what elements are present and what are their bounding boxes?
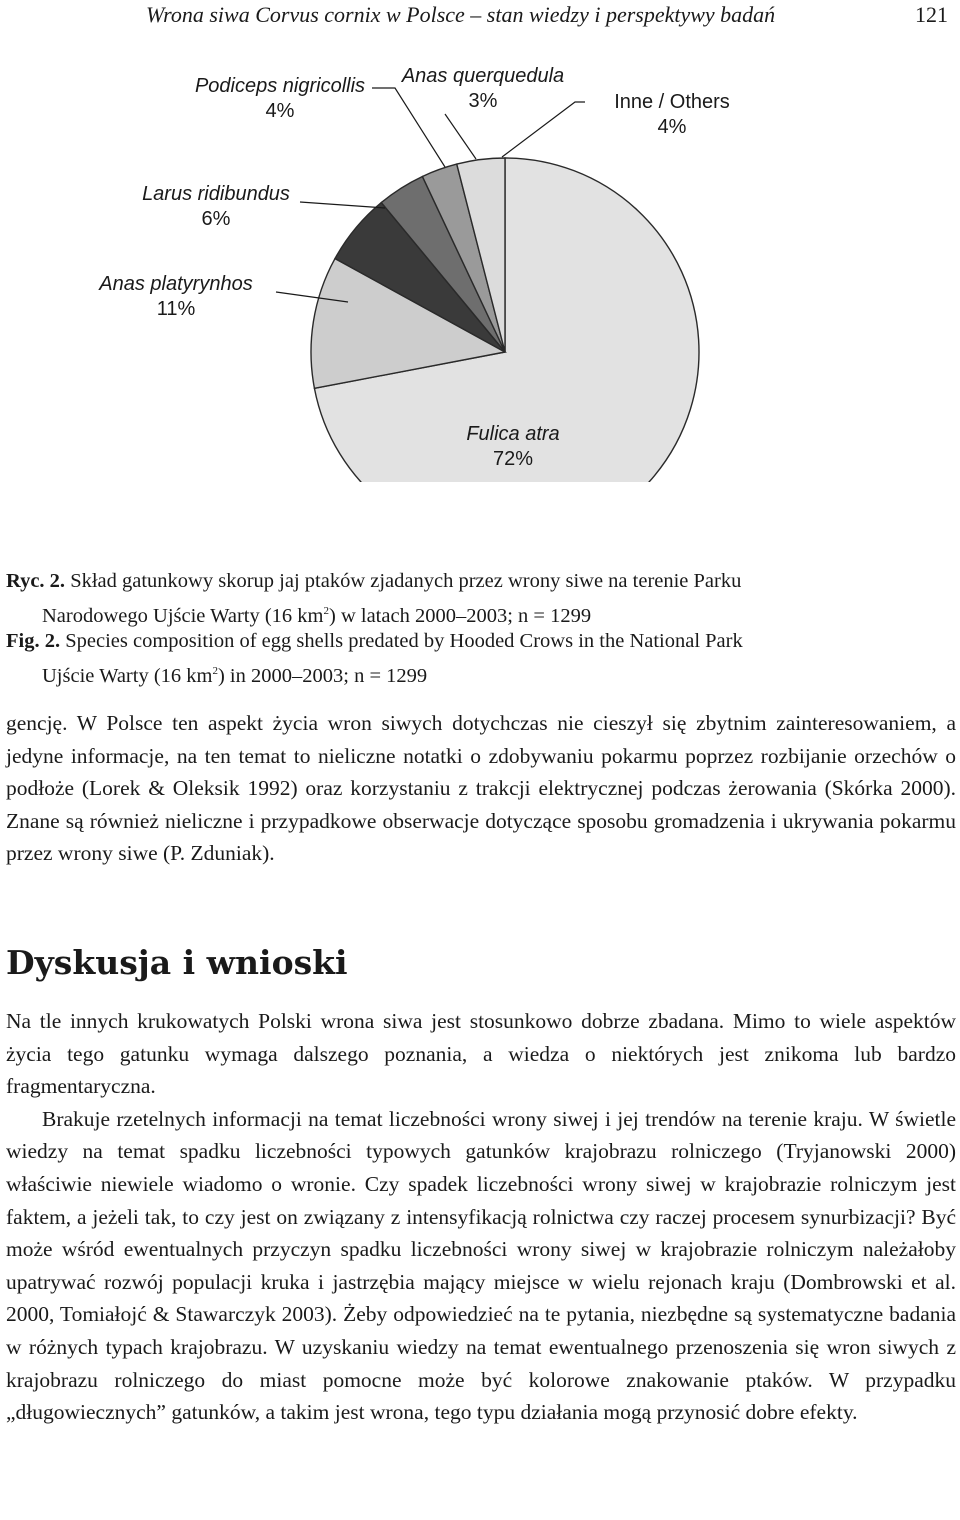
slice-label-anas-platyrynhos: Anas platyrynhos [99, 273, 253, 295]
pie-chart [0, 52, 960, 482]
running-title: Wrona siwa Corvus cornix w Polsce – stan wiedzy i perspektywy badań [146, 2, 776, 27]
caption-en-line1: Species composition of egg shells predated by Hooded Crows in the National Park [65, 630, 743, 652]
caption-pl-line1: Skład gatunkowy skorup jaj ptaków zjadanych przez wrony siwe na terenie Parku [70, 570, 742, 592]
slice-value-fulica-atra: 72% [492, 448, 534, 470]
leader-line-anas-querquedula [445, 114, 476, 159]
caption-en-line2a: Ujście Warty (16 km [42, 665, 213, 687]
caption-en-number: Fig. 2. [6, 630, 61, 652]
figure-caption-en [6, 626, 956, 691]
slice-label-podiceps-nigricollis: Podiceps nigricollis [194, 75, 366, 97]
caption-en-sup: 2 [212, 665, 218, 677]
body-paragraph-1 [6, 707, 956, 870]
body-paragraphs [6, 1005, 956, 1429]
slice-value-podiceps-nigricollis: 4% [265, 100, 295, 122]
slice-value-anas-querquedula: 3% [468, 90, 498, 112]
slice-value-larus-ridibundus: 6% [201, 208, 231, 230]
slice-value-inne-others: 4% [657, 116, 687, 138]
paragraph-1: gencję. W Polsce ten aspekt życia wron siwych dotychczas nie cieszył się zbytnim zainteresowaniem, a jedyne informacje, na ten temat to nieliczne notatki o zdobywaniu pokarmu poprzez rozbijanie orzechów o podłoże (Lorek & Oleksik 1992) oraz korzystaniu z trakcji elektrycznej podczas żerowania (Skórka 2000). Znane są również nieliczne i przypadkowe obserwacje dotyczące sposobu gromadzenia i ukrywania pokarmu przez wrony siwe (P. Zduniak). [6, 711, 956, 866]
slice-label-larus-ridibundus: Larus ridibundus [142, 183, 290, 205]
slice-label-inne-others: Inne / Others [614, 91, 730, 113]
paragraph-3: Brakuje rzetelnych informacji na temat liczebności wrony siwej i jej trendów na terenie kraju. W świetle wiedzy na temat spadku liczebności typowych gatunków krajobrazu rolniczego (Tryjanowski 2000) właściwie niewiele wiadomo o wronie. Czy spadek liczebności wrony siwej w krajobrazie rolniczym jest faktem, a jeżeli tak, to czy jest on związany z intensyfikacją rolnictwa czy raczej procesem synurbizacji? Być może wśród ewentualnych przyczyn spadku liczebności wrony siwej w krajobrazie rolniczym należałoby upatrywać rozwój populacji kruka i jastrzębia mający miejsce w wielu rejonach kraju (Dombrowski et al. 2000, Tomiałojć & Stawarczyk 2003). Żeby odpowiedzieć na te pytania, niezbędne są systematyczne badania w różnych typach krajobrazu. W uzyskaniu wiedzy na temat ewentualnego przenoszenia się wron siwych z krajobrazu rolniczego do miast pomocne może być kolorowe znakowanie ptaków. W przypadku „długowiecznych” gatunków, a takim jest wrona, tego typu działania mogą przynosić dobre efekty. [6, 1106, 956, 1425]
caption-en-line2b: ) in 2000–2003; n = 1299 [217, 665, 428, 687]
caption-pl-line2b: ) w latach 2000–2003; n = 1299 [329, 605, 592, 627]
caption-pl-line2a: Narodowego Ujście Warty (16 km [42, 605, 324, 627]
caption-pl-sup: 2 [323, 605, 329, 617]
page-header [0, 0, 960, 36]
leader-line-larus-ridibundus [300, 202, 385, 208]
paragraph-2: Na tle innych krukowatych Polski wrona siwa jest stosunkowo dobrze zbadana. Mimo to wiele aspektów życia tego gatunku wymaga dalszego poznania, a wiedza o niektórych jest znikoma lub bardzo fragmentaryczna. [6, 1009, 956, 1099]
leader-line-podiceps-nigricollis [372, 88, 445, 167]
section-heading: Dyskusja i wnioski [6, 943, 348, 982]
page-number: 121 [915, 2, 948, 27]
slice-value-anas-platyrynhos: 11% [156, 298, 196, 320]
caption-pl-number: Ryc. 2. [6, 570, 66, 592]
slice-label-fulica-atra: Fulica atra [466, 423, 560, 445]
figure-caption-pl [6, 566, 956, 631]
slice-label-anas-querquedula: Anas querquedula [401, 65, 565, 87]
leader-line-inne-others [502, 102, 585, 157]
